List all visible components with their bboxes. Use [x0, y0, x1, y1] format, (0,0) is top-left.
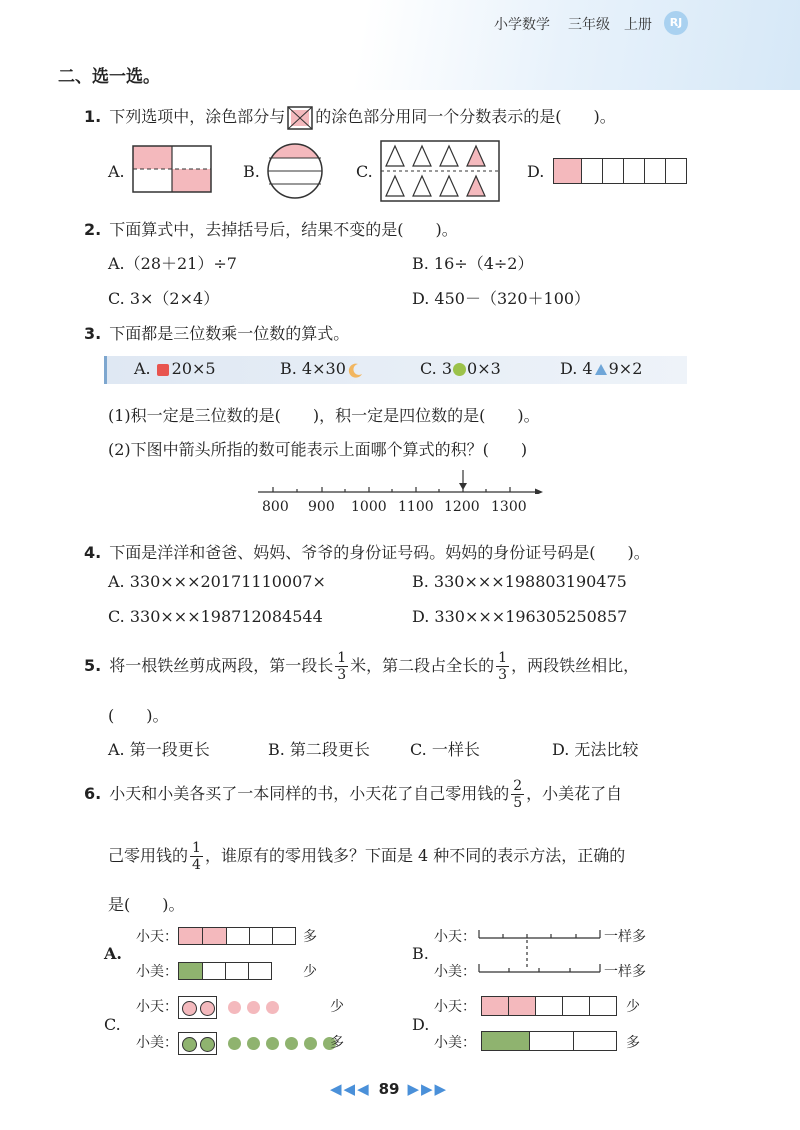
q5-option-a[interactable]: A. 第一段更长 — [108, 740, 210, 759]
q6-line2 — [108, 840, 625, 873]
q1-option-d-label[interactable]: D. — [527, 162, 545, 181]
q3-number: 3. — [84, 324, 102, 343]
q2-number: 2. — [84, 220, 102, 239]
q6-a-name-tian: 小天： — [136, 929, 178, 945]
q6-line2-b: ，谁原有的零用钱多？下面是 4 种不同的表示方法，正确的 — [204, 846, 626, 865]
q3-option-a[interactable] — [134, 359, 216, 378]
q3-option-d-expr: 9×2 — [608, 359, 643, 378]
q5-option-c[interactable]: C. 一样长 — [410, 740, 480, 759]
q4-stem — [84, 540, 650, 563]
q2-option-c[interactable]: C. 3×（2×4） — [108, 289, 220, 308]
number-line-label: 1200 — [444, 499, 480, 515]
q6-b-name-mei: 小美： — [434, 964, 476, 980]
page-footer — [330, 1080, 448, 1098]
q3-option-a-expr: 20×5 — [171, 359, 216, 378]
q3-option-a-prefix: A. — [134, 359, 151, 378]
q1-stem — [84, 104, 616, 130]
q6-c-name-tian: 小天： — [136, 999, 178, 1015]
q4-number: 4. — [84, 543, 102, 562]
q6-c-tian-dots — [178, 996, 285, 1019]
q3-text: 下面都是三位数乘一位数的算式。 — [109, 324, 350, 343]
moon-icon — [348, 362, 364, 378]
q2-text: 下面算式中，去掉括号后，结果不变的是( )。 — [109, 220, 458, 239]
circle-icon — [453, 363, 466, 376]
q6-a-mei-bar — [178, 962, 272, 980]
q3-stem — [84, 321, 349, 344]
header-volume: 上册 — [624, 17, 652, 33]
square-icon — [157, 364, 169, 376]
q4-option-a[interactable]: A. 330×××20171110007× — [108, 572, 326, 591]
q6-d-tian-bar — [481, 996, 617, 1016]
q6-b-name-tian: 小天： — [434, 929, 476, 945]
q6-d-mei-bar — [481, 1031, 617, 1051]
q4-option-d[interactable]: D. 330×××196305250857 — [412, 607, 628, 626]
q6-c-tian-less: 少 — [330, 999, 344, 1015]
q5-blank: ( )。 — [108, 706, 169, 725]
q4-text: 下面是洋洋和爸爸、妈妈、爷爷的身份证号码。妈妈的身份证号码是( )。 — [109, 543, 650, 562]
q3-number-line — [255, 468, 545, 494]
q1-option-c-figure — [380, 140, 500, 202]
q3-option-b[interactable] — [280, 359, 364, 378]
q1-reference-square — [287, 106, 313, 130]
header-subject: 小学数学 — [494, 17, 550, 33]
number-line-label: 900 — [308, 499, 335, 515]
q1-text-a: 下列选项中，涂色部分与 — [109, 107, 286, 126]
q6-b-figure — [476, 924, 604, 980]
q3-option-c-prefix: C. 3 — [420, 359, 453, 378]
q6-d-name-tian: 小天： — [434, 999, 476, 1015]
q5-number: 5. — [84, 656, 102, 675]
next-arrows-icon: ▶▶▶ — [407, 1080, 449, 1098]
q6-a-tian-more: 多 — [303, 929, 317, 945]
q2-option-b[interactable]: B. 16÷（4÷2） — [412, 254, 534, 273]
q1-option-c-label[interactable]: C. — [356, 162, 373, 181]
triangle-icon — [594, 363, 608, 376]
prev-arrows-icon: ◀◀◀ — [330, 1080, 371, 1098]
q1-number: 1. — [84, 107, 102, 126]
q3-option-c[interactable] — [420, 359, 501, 378]
q2-option-d[interactable]: D. 450－（320＋100） — [412, 289, 591, 308]
q2-option-a[interactable]: A.（28＋21）÷7 — [108, 254, 237, 273]
q6-d-mei-more: 多 — [626, 1035, 640, 1051]
q1-option-b-label[interactable]: B. — [243, 162, 260, 181]
q3-option-d-prefix: D. 4 — [560, 359, 593, 378]
q1-text-b: 的涂色部分用同一个分数表示的是( )。 — [315, 107, 616, 126]
section-title: 二、选一选。 — [58, 67, 160, 87]
q6-line1-b: ，小美花了自 — [526, 784, 623, 803]
q3-option-c-expr: 0×3 — [467, 359, 501, 378]
q6-d-name-mei: 小美： — [434, 1035, 476, 1051]
q5-text-a: 将一根铁丝剪成两段，第一段长 — [109, 656, 334, 675]
q6-a-mei-less: 少 — [303, 964, 317, 980]
q6-c-mei-dots — [178, 1032, 342, 1055]
q5-option-d[interactable]: D. 无法比较 — [552, 740, 639, 759]
q5-text-b: 米，第二段占全长的 — [350, 656, 495, 675]
number-line-label: 1000 — [351, 499, 387, 515]
q1-option-a-label[interactable]: A. — [108, 162, 125, 181]
number-line-label: 1100 — [398, 499, 434, 515]
q4-option-b[interactable]: B. 330×××198803190475 — [412, 572, 627, 591]
q1-option-a-figure — [132, 145, 212, 193]
q6-option-d-label[interactable]: D. — [412, 1015, 430, 1034]
q3-option-d[interactable] — [560, 359, 642, 378]
q6-fraction-2: $\frac{1}{4}$ — [192, 840, 201, 873]
q5-fraction-1: $\frac{1}{3}$ — [337, 650, 347, 683]
q6-option-b-label[interactable]: B. — [412, 944, 429, 963]
q3-sub2: (2)下图中箭头所指的数可能表示上面哪个算式的积？( ) — [108, 440, 528, 459]
q3-option-b-expr: B. 4×30 — [280, 359, 346, 378]
q6-b-tian-same: 一样多 — [604, 929, 646, 945]
q6-line1 — [84, 778, 622, 811]
q6-a-tian-bar — [178, 927, 296, 945]
q6-line2-a: 己零用钱的 — [108, 846, 189, 865]
number-line-label: 1300 — [491, 499, 527, 515]
q6-line3: 是( )。 — [108, 895, 185, 914]
q2-stem — [84, 217, 458, 240]
q6-b-mei-same: 一样多 — [604, 964, 646, 980]
q6-fraction-1: $\frac{2}{5}$ — [513, 778, 523, 811]
q3-sub1: (1)积一定是三位数的是( )，积一定是四位数的是( )。 — [108, 406, 540, 425]
number-line-label: 800 — [262, 499, 289, 515]
q1-option-d-figure — [553, 158, 687, 184]
q6-c-name-mei: 小美： — [136, 1035, 178, 1051]
q6-option-c-label[interactable]: C. — [104, 1015, 121, 1034]
q6-number: 6. — [84, 784, 102, 803]
q6-d-tian-less: 少 — [626, 999, 640, 1015]
q6-a-name-mei: 小美： — [136, 964, 178, 980]
q6-line1-a: 小天和小美各买了一本同样的书，小天花了自己零用钱的 — [109, 784, 510, 803]
q5-fraction-2: $\frac{1}{3}$ — [498, 650, 508, 683]
header-badge: RJ — [664, 11, 688, 35]
page-number: 89 — [378, 1080, 400, 1098]
header-grade: 三年级 — [568, 17, 610, 33]
q5-option-b[interactable]: B. 第二段更长 — [268, 740, 370, 759]
q5-text-c: ，两段铁丝相比， — [511, 656, 640, 675]
q1-option-b-figure — [266, 142, 324, 200]
q5-stem — [84, 650, 639, 683]
q6-c-mei-more: 多 — [330, 1035, 344, 1051]
q6-option-a-label[interactable]: A. — [104, 944, 122, 963]
q4-option-c[interactable]: C. 330×××198712084544 — [108, 607, 323, 626]
